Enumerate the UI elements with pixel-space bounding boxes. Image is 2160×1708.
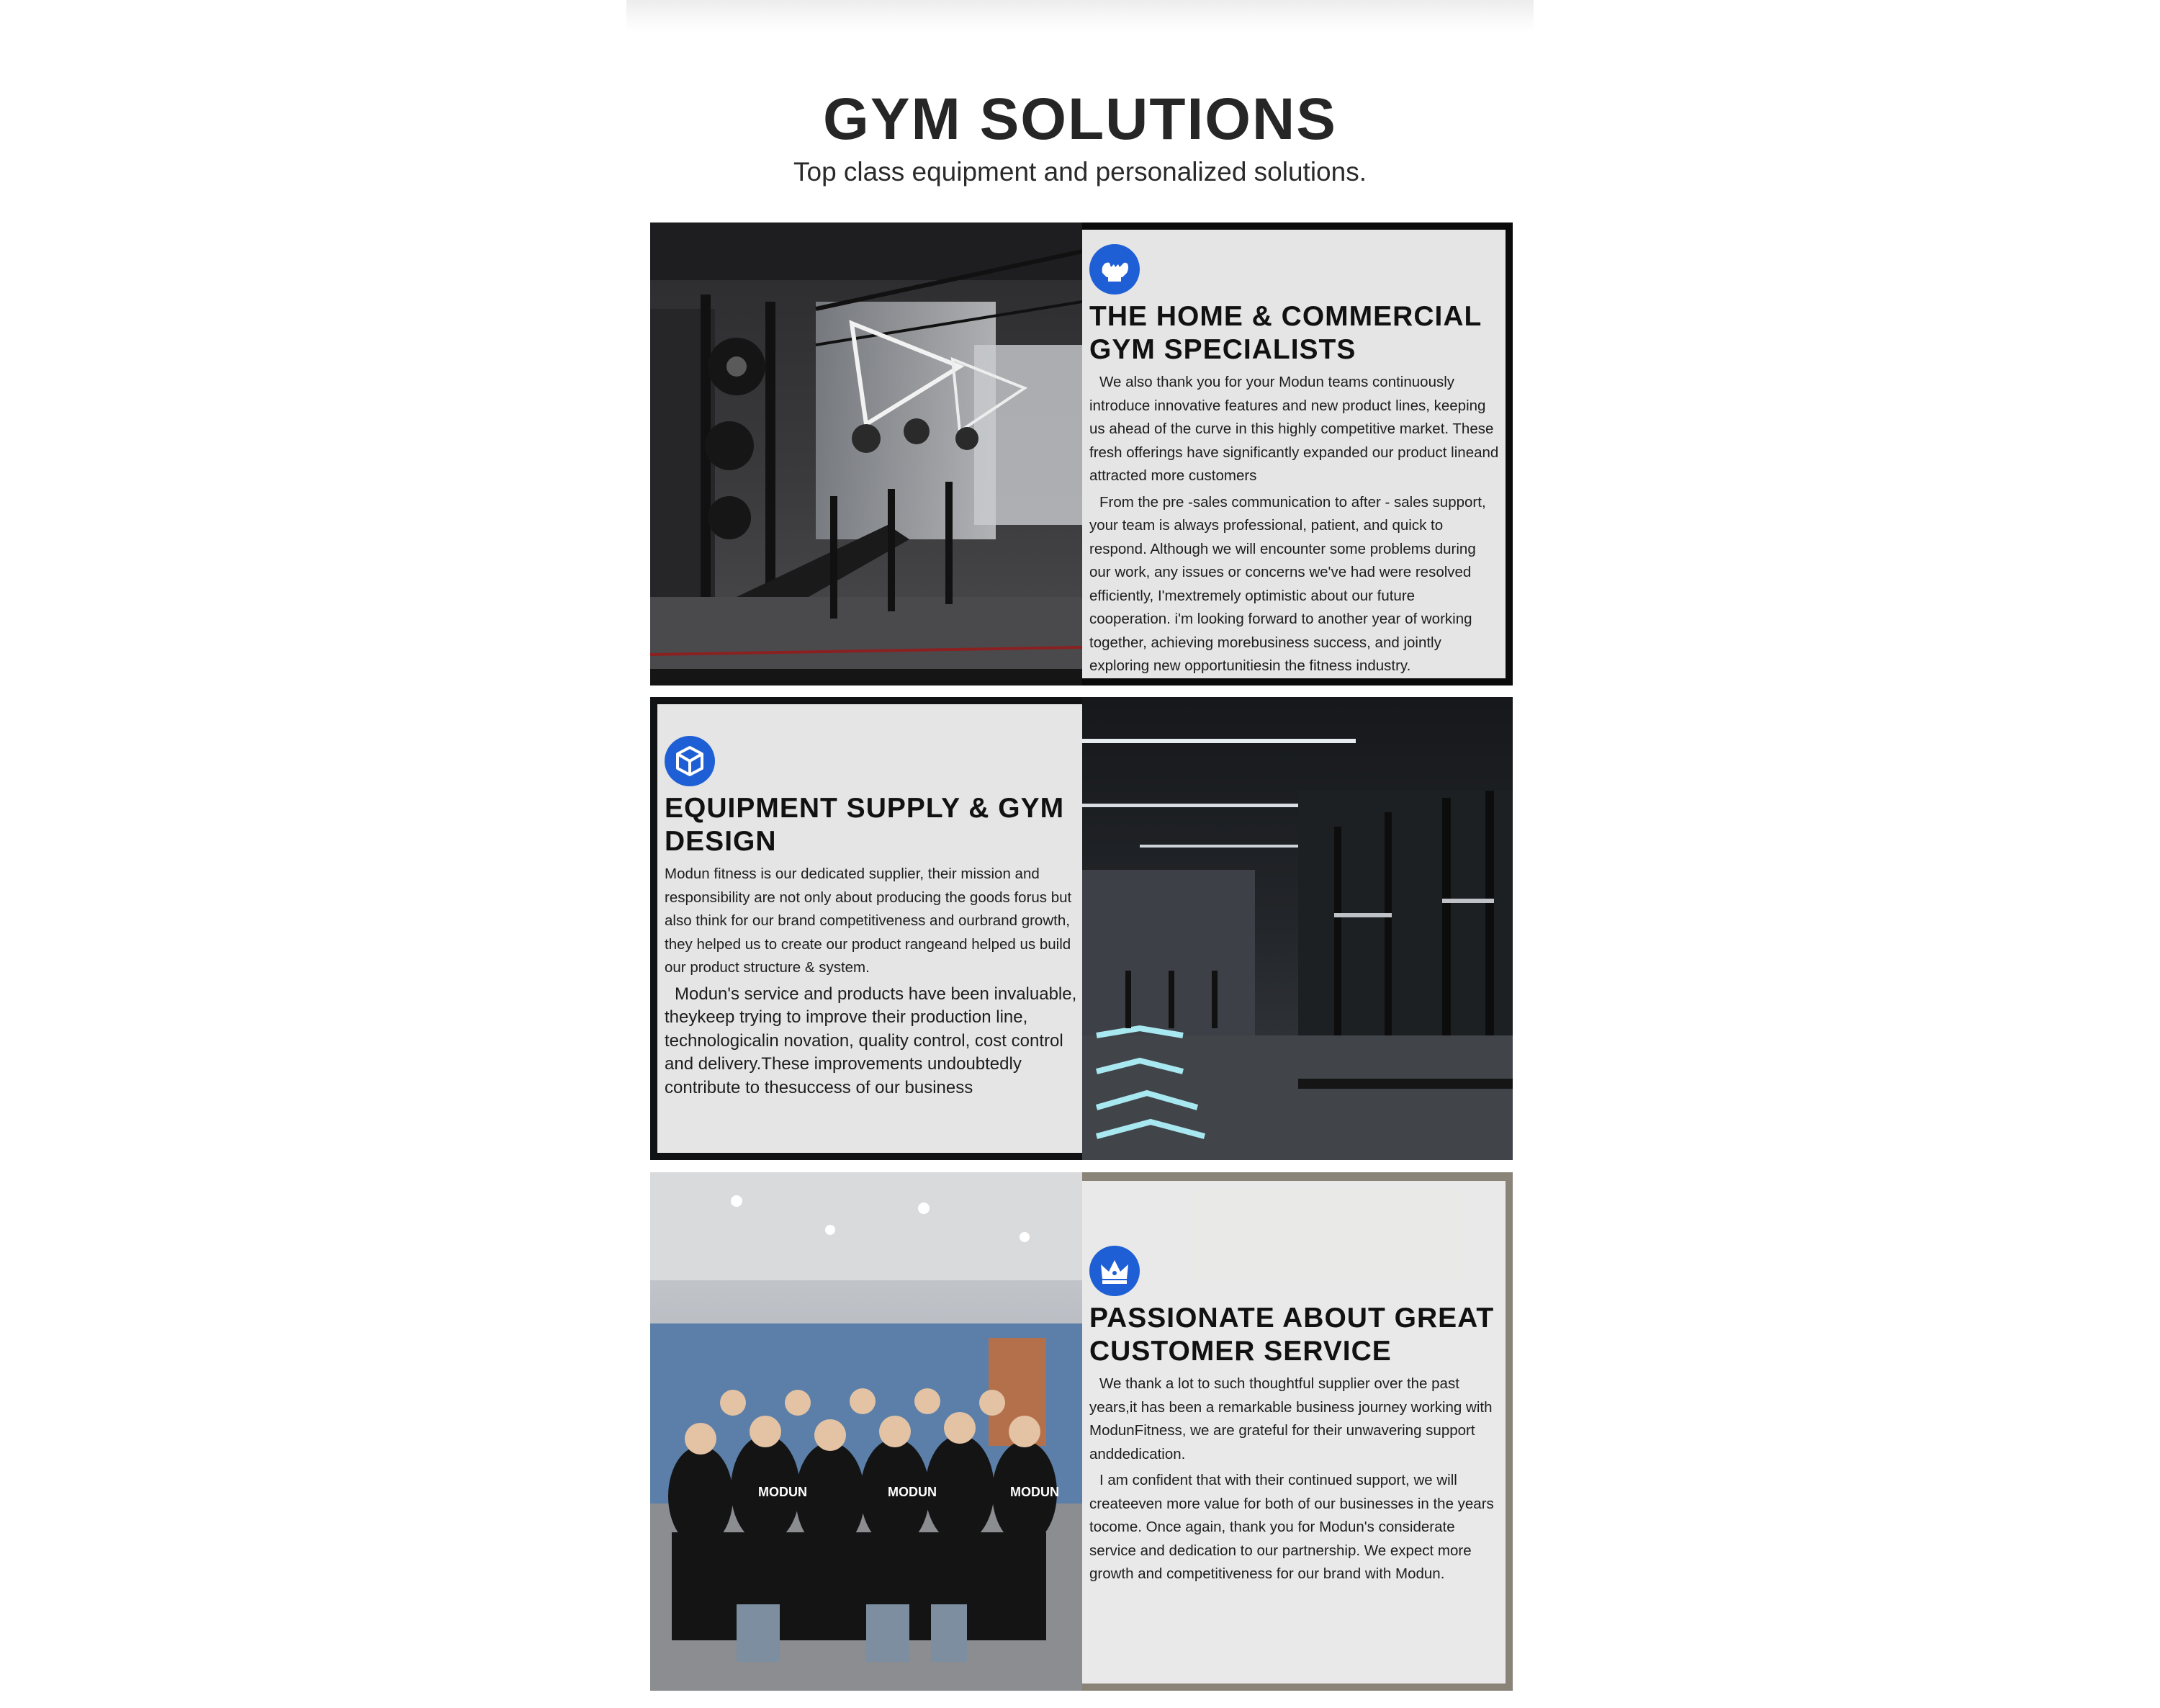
team-shirt-text: MODUN [888, 1485, 937, 1499]
gym-rack-photo [1082, 697, 1513, 1160]
solution-card-home-commercial [650, 223, 1513, 686]
card-paragraph: From the pre -sales communication to after - sales support, your team is always professional, patient, and quick to respond. Although we will encounter some problems during our work, any issues or concerns we've had were resolved efficiently, I'mextremely optimistic about our future cooperation. i'm looking forward to another year of working together, achieving morebusiness success, and jointly exploring new opportunitiesin the fitness industry. [1089, 493, 1486, 674]
card-text-panel [1082, 230, 1506, 678]
top-shadow-band [626, 0, 1534, 32]
team-shirt-text: MODUN [758, 1485, 807, 1499]
solution-card-equipment-design [650, 697, 1513, 1160]
page-title: GYM SOLUTIONS [823, 86, 1337, 152]
crown-icon [1089, 1246, 1140, 1296]
card-paragraph: We also thank you for your Modun teams continuously introduce innovative features and new product lines, keeping us ahead of the curve in this highly competitive market. These fresh offerings have significantly expanded our product lineand attracted more customers [1089, 374, 1499, 484]
solution-card-customer-service [650, 1172, 1513, 1691]
card-heading: PASSIONATE ABOUT GREAT CUSTOMER SERVICE [1089, 1303, 1495, 1367]
team-photo [650, 1172, 1082, 1691]
card-text-panel [657, 704, 1082, 1153]
card-heading: EQUIPMENT SUPPLY & GYM DESIGN [665, 793, 1065, 857]
gym-interior-photo [650, 223, 1082, 686]
muscle-icon [1089, 244, 1140, 295]
card-paragraph: I am confident that with their continued support, we will createeven more value for both of our businesses in the years tocome. Once again, thank you for Modun's considerate service and dedication to our partnership. We expect more growth and competitiveness for our brand with Modun. [1089, 1472, 1494, 1582]
team-shirt-text: MODUN [1010, 1485, 1059, 1499]
card-paragraph: Modun's service and products have been invaluable, theykeep trying to improve their production line, technologicalin novation, quality control, cost control and delivery.These improvements undoubtedly contribute to thesuccess of our business [665, 984, 1077, 1097]
card-text-panel [1082, 1181, 1506, 1684]
cube-icon [665, 736, 715, 786]
page-subtitle: Top class equipment and personalized solutions. [793, 157, 1367, 186]
card-paragraph: Modun fitness is our dedicated supplier, their mission and responsibility are not only about producing the goods forus but also think for our brand competitiveness and ourbrand growth, they helped us to create our product rangeand helped us build our product structure & system. [665, 866, 1072, 976]
card-paragraph: We thank a lot to such thoughtful supplier over the past years,it has been a remarkable business journey working with ModunFitness, we are grateful for their unwavering support anddedication. [1089, 1375, 1493, 1462]
card-heading: THE HOME & COMMERCIAL GYM SPECIALISTS [1089, 301, 1482, 365]
